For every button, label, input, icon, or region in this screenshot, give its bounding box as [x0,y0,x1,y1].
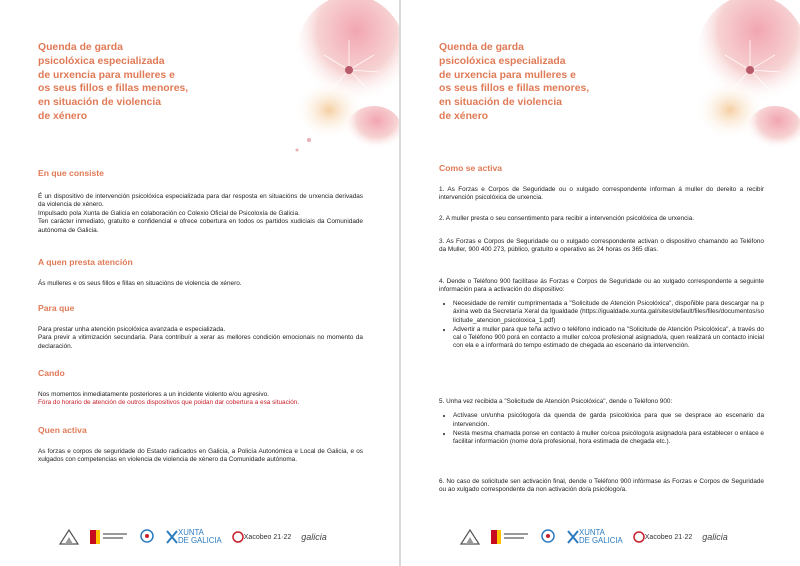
step-4 [439,278,764,351]
step-3 [439,238,764,255]
xacobeo-logo [232,531,291,543]
goberno-icon [90,529,128,545]
igualdade-logo [138,528,156,546]
goberno-logo [90,529,128,545]
step-3-text: 3. As Forzas e Corpos de Seguridade ou o xulgado correspondente activan o dispositivo chamando ao Teléfono da Muller, 900 400 273, público, gratuíto e operativo as 24 horas os 365 días. [439,238,764,254]
quen-activa-text [38,448,363,465]
xacobeo-text: Xacobeo 21·22 [644,533,693,541]
xunta-logo [567,529,623,545]
quen-presta-p1: Ás mulleres e os seus fillos e fillas en situacións de violencia de xénero. [38,280,242,287]
para-que-text [38,326,363,351]
xacobeo-icon [232,531,244,543]
step-1-text: 1. As Forzas e Corpos de Seguridade ou o xulgado correspondente informan á muller do dereito a recibir intervención psicolóxica de urxencia. [439,186,764,202]
quen-presta-text [38,280,363,288]
igualdade-logo [539,528,557,546]
galicia-text: galicia [301,532,327,542]
cando-p2-warning: Fóra do horario de atención de outros dispositivos que poidan dar cobertura a esa situación. [38,399,300,407]
sponsor-logos [459,526,759,548]
section-heading-como-activa: Como se activa [439,163,503,173]
section-heading-quen-presta: A quen presta atención [38,257,133,267]
section-heading-cando: Cando [38,368,65,378]
flower-illustration [680,0,800,170]
goberno-logo [491,529,529,545]
para-que-p1: Para prestar unha atención psicolóxica avanzada e especializada. [38,326,226,333]
colexio-icon [58,528,80,546]
list-item: • Necesidade de remitir cumprimentada a "Solicitude de Atención Psicolóxica", dispoñible para descargar na páxina web da Secretaría Xeral da Igualdade (https://igualdade.xunta.gal/sites/default/files/files/documentos/solicitude_atencion_psicoloxica_1.pdf) [453,300,764,325]
list-item: • Advertir a muller para que teña activo o teléfono indicado na "Solicitude de Atención Psicolóxica", a través do cal o Teléfono 900 porá en contacto a muller co/coa profesional asignado/a, quen realizará un contacto inicial con ela e a informará do tempo estimado de chegada ao escenario da intervención. [453,326,764,351]
step-6-text: 6. No caso de solicitude sen activación final, dende o Teléfono 900 infórmase ás Forzas e Corpos de Seguridade ou ao xulgado correspondente da non activación do/a psicólogo/a. [439,478,764,494]
colexio-icon [459,528,481,546]
quen-activa-p1: As forzas e corpos de seguridade do Estado radicados en Galicia, a Policía Autonómica e Local de Galicia, e os xulgados con competencias en violencia de violencia de xénero da Comunidade autónoma. [38,448,363,464]
list-item: • Nesta mesma chamada ponse en contacto á muller co/coa psicólogo/a asignado/a para establecer o enlace e facilitar información (nome do/a profesional, hora estimada de chegada etc.). [453,430,764,447]
step-1 [439,186,764,203]
step-6 [439,478,764,495]
section-heading-quen-activa: Quen activa [38,425,87,435]
igualdade-icon [138,528,156,546]
section-heading-consiste: En que consiste [38,168,104,178]
xunta-logo [166,529,222,545]
step-4-text: 4. Dende o Teléfono 900 facilítase ás Forzas e Corpos de Seguridade ou ao xulgado correspondente a seguinte información para a activación do dispositivo: [439,278,764,294]
xunta-text: XUNTA DE GALICIA [579,528,623,545]
consiste-text [38,193,363,235]
consiste-p2: Impulsado pola Xunta de Galicia en colaboración co Colexio Oficial de Psicoloxía de Galicia. [38,209,300,217]
flower-illustration [279,0,399,170]
consiste-p1: É un dispositivo de intervención psicolóxica especializada para dar resposta en situacións de urxencia derivadas da violencia de xénero. [38,193,363,209]
right-page [401,0,800,566]
step-2-text: 2. A muller presta o seu consentimento para recibir a intervención psicolóxica de urxencia. [439,215,695,222]
page-title: Quenda de garda psicolóxica especializada de urxencia para mulleres e os seus fillos e fillas menores, en situación de violencia de xénero [38,42,189,122]
xunta-icon [166,530,178,544]
step-5-text: 5. Unha vez recibida a "Solicitude de Atención Psicolóxica", dende o Teléfono 900: [439,398,673,405]
para-que-p2: Para previr a vitimización secundaria. Para contribuír a xerar as mellores condición emocionais no momento da declaración. [38,334,363,350]
list-item: • Actívase un/unha psicólogo/a da quenda de garda psicolóxica para que se desprace ao escenario da intervención. [453,412,764,429]
sponsor-logos [58,526,358,548]
step-2 [439,215,764,223]
galicia-logo [301,532,327,542]
igualdade-icon [539,528,557,546]
goberno-icon [491,529,529,545]
step-5-list [439,412,764,446]
galicia-text: galicia [702,532,728,542]
xacobeo-icon [633,531,645,543]
step-5 [439,398,764,447]
left-page [0,0,399,566]
section-heading-para-que: Para que [38,303,75,313]
page-title: Quenda de garda psicolóxica especializada de urxencia para mulleres e os seus fillos e fillas menores, en situación de violencia de xénero [439,42,590,122]
colexio-logo [459,528,481,546]
xacobeo-text: Xacobeo 21·22 [243,533,292,541]
cando-p1: Nos momentos inmediatamente posteriores a un incidente violento e/ou agresivo. [38,391,269,398]
xacobeo-logo [633,531,692,543]
xunta-text: XUNTA DE GALICIA [178,528,222,545]
xunta-icon [567,530,579,544]
colexio-logo [58,528,80,546]
cando-text [38,391,363,408]
consiste-p3: Ten carácter inmediato, gratuíto e confidencial e ofrece cobertura en todos os partidos xudiciais da Comunidade autónoma de Galicia. [38,218,363,234]
step-4-list [439,300,764,351]
galicia-logo [702,532,728,542]
